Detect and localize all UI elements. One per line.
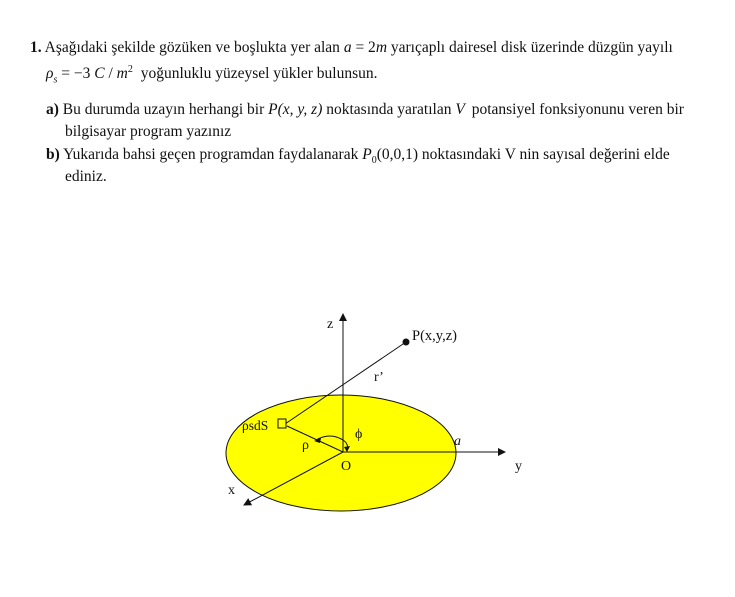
rho-symbol: ρ [46,65,54,83]
label-rho: ρ [302,438,309,453]
part-b-text1: Yukarıda bahsi geçen programdan faydalanarak [63,146,359,163]
question-intro-part3: yoğunluklu yüzeysel yükler bulunsun. [140,65,378,83]
v-symbol: V [455,101,465,118]
part-b-label: b) [46,146,60,163]
rho-subscript: s [53,74,58,86]
label-a: a [454,434,461,449]
label-x: x [228,483,235,498]
label-point: P(x,y,z) [412,328,457,344]
p0-coords: (0,0,1) [376,146,419,163]
part-a-text3: potansiyel fonksiyonunu veren bir [471,101,684,118]
label-r-prime: r’ [374,370,384,385]
question-intro-part1: Aşağıdaki şekilde gözüken ve boşlukta yer alan [44,39,340,56]
p0-subscript: 0 [371,155,377,167]
point-p-dot [403,339,410,346]
radius-variable: a [343,39,352,56]
question-intro-part2: yarıçaplı dairesel disk üzerinde düzgün yayılı [390,39,673,56]
label-y: y [515,459,522,474]
part-a-text1: Bu durumda uzayın herhangi bir [62,101,265,118]
p0-symbol: P [362,146,372,163]
label-z: z [327,317,334,332]
question-number: 1. [30,39,42,56]
part-a-label: a) [46,101,59,118]
part-a-line2: bilgisayar program yazınız [65,123,232,140]
charge-element [278,419,286,428]
rho-unit-slash: / [104,65,117,83]
label-phi: ϕ [355,427,363,442]
part-b-line2: ediniz. [65,168,107,185]
part-b-text2: noktasındaki V nin sayısal değerini elde [421,146,670,163]
label-origin: O [341,459,352,474]
point-p: P(x, y, z) [268,101,323,118]
rho-value: = −3 [57,65,91,83]
radius-unit: m [375,39,388,56]
radius-equals: = 2 [351,39,376,56]
rho-unit-exponent: 2 [127,64,133,75]
label-charge: ρsdS [242,418,269,433]
part-a-text2: noktasında yaratılan [326,101,452,118]
rho-unit-m: m [116,65,128,83]
rho-unit-c: C [94,65,105,83]
